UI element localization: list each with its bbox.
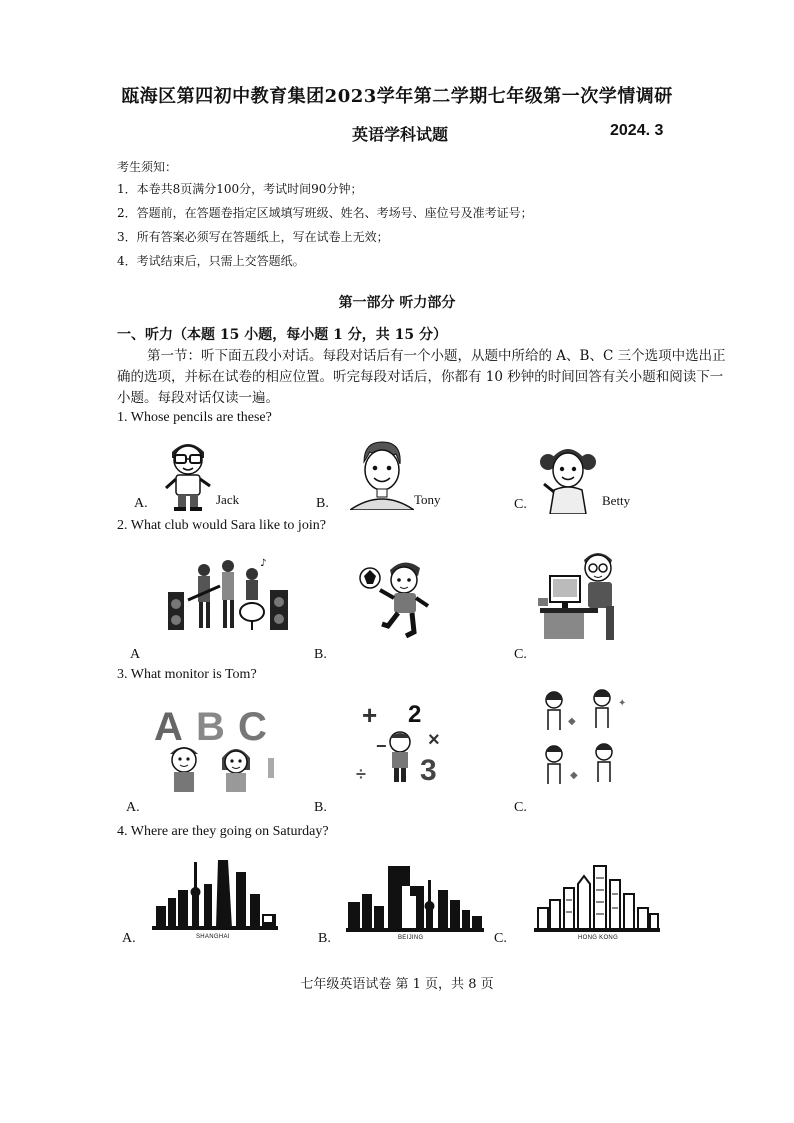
page-footer: 七年级英语试卷 第 1 页，共 8 页	[300, 977, 494, 992]
soccer-boy-icon	[358, 556, 442, 640]
option-4a-letter: A.	[122, 931, 136, 946]
four-children-icon	[538, 686, 634, 790]
svg-text:÷: ÷	[356, 764, 366, 784]
option-4b-letter: B.	[318, 931, 331, 946]
option-1a-name: Jack	[216, 492, 240, 507]
svg-text:2: 2	[408, 701, 422, 728]
city-label-beijing: BEIJING	[398, 935, 424, 941]
option-4c-letter: C.	[494, 931, 507, 946]
svg-text:A: A	[154, 705, 183, 749]
math-boy-icon	[356, 698, 450, 786]
notice-item: 3．所有答案必须写在答题纸上，写在试卷上无效；	[117, 230, 389, 244]
notice-item: 2．答题前，在答题卷指定区域填写班级、姓名、考场号、座位号及准考证号；	[117, 206, 533, 220]
option-3a-letter: A.	[126, 800, 140, 815]
option-2a-letter: A	[130, 647, 141, 662]
option-1c-letter: C.	[514, 497, 527, 512]
smiling-boy-icon	[350, 440, 414, 510]
girl-with-pigtails-icon	[538, 440, 598, 514]
option-3b-letter: B.	[314, 800, 327, 815]
subject-title: 英语学科试题	[352, 125, 449, 144]
svg-text:3: 3	[420, 754, 437, 786]
question-4: 4. Where are they going on Saturday?	[117, 824, 329, 839]
question-2: 2. What club would Sara like to join?	[117, 518, 326, 533]
city-label-shanghai: SHANGHAI	[196, 934, 230, 940]
svg-text:✦: ✦	[618, 698, 627, 709]
option-1c-name: Betty	[602, 493, 631, 508]
svg-text:♪: ♪	[260, 558, 267, 569]
exam-date: 2024. 3	[610, 122, 664, 139]
shanghai-skyline-icon	[152, 854, 278, 930]
abc-kids-icon	[152, 702, 276, 794]
option-1b-name: Tony	[414, 492, 441, 507]
music-band-icon	[166, 556, 290, 632]
notice-item: 1．本卷共8页满分100分，考试时间90分钟；	[117, 182, 363, 196]
svg-text:×: ×	[428, 729, 440, 751]
city-label-hongkong: HONG KONG	[578, 935, 619, 941]
computer-boy-icon	[536, 546, 622, 642]
section-instruction: 第一节：听下面五段小对话。每段对话后有一个小题，从题中所给的 A、B、C 三个选项中选出正确的选项，并标在试卷的相应位置。听完每段对话后，你都有 10 秒钟的时间回答有关小题和阅读下一小题。每段对话仅读一遍。	[117, 348, 726, 406]
svg-text:◆: ◆	[568, 716, 576, 727]
question-1: 1. Whose pencils are these?	[117, 410, 272, 425]
notice-item: 4．考试结束后，只需上交答题纸。	[117, 254, 305, 268]
notice-heading: 考生须知：	[117, 160, 178, 174]
svg-text:◆: ◆	[570, 770, 578, 781]
section-title: 一、听力（本题 15 小题，每小题 1 分，共 15 分）	[117, 327, 447, 343]
exam-title: 瓯海区第四初中教育集团2023学年第二学期七年级第一次学情调研	[121, 86, 673, 107]
option-3c-letter: C.	[514, 800, 527, 815]
boy-with-glasses-icon	[160, 436, 216, 512]
option-1b-letter: B.	[316, 496, 329, 511]
svg-text:B: B	[196, 705, 225, 749]
svg-text:−: −	[376, 736, 387, 756]
svg-text:+: +	[362, 700, 378, 730]
option-2b-letter: B.	[314, 647, 327, 662]
beijing-skyline-icon	[346, 856, 484, 932]
option-2c-letter: C.	[514, 647, 527, 662]
hongkong-skyline-icon	[534, 864, 660, 932]
option-1a-letter: A.	[134, 496, 148, 511]
part-title: 第一部分 听力部分	[338, 295, 456, 311]
svg-text:C: C	[238, 705, 267, 749]
question-3: 3. What monitor is Tom?	[117, 667, 257, 682]
